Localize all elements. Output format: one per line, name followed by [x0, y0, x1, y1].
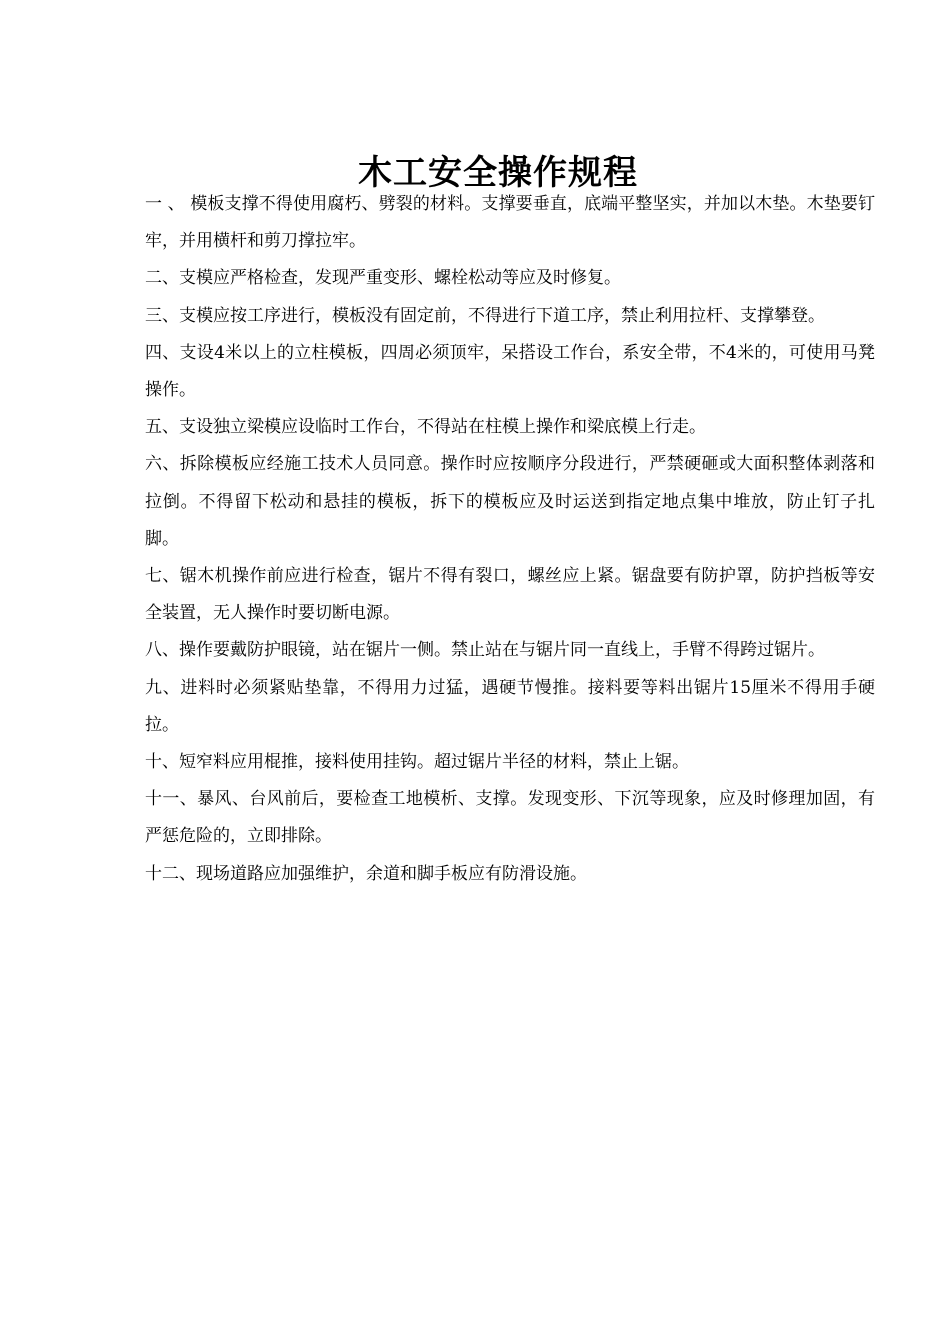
- rules-list: [145, 186, 875, 893]
- rule-item-12: 十二、现场道路应加强维护，余道和脚手板应有防滑设施。: [145, 863, 587, 884]
- rule-item-4: 四、支设4米以上的立柱模板，四周必须顶牢，呆搭设工作台，系安全带，不4米的，可使用马凳操作。: [145, 342, 875, 401]
- document-title: 木工安全操作规程: [358, 152, 638, 193]
- rule-item-7: 七、锯木机操作前应进行检查，锯片不得有裂口，螺丝应上紧。锯盘要有防护罩，防护挡板等安全装置，无人操作时要切断电源。: [145, 566, 875, 624]
- rule-item-11: 十一、暴风、台风前后，要检查工地模析、支撑。发现变形、下沉等现象，应及时修理加固，有严惩危险的，立即排除。: [145, 789, 875, 847]
- rule-item-6: 六、拆除模板应经施工技术人员同意。操作时应按顺序分段进行，严禁硬砸或大面积整体剥落和拉倒。不得留下松动和悬挂的模板，拆下的模板应及时运送到指定地点集中堆放，防止钉子扎脚。: [145, 454, 875, 549]
- rule-item-3: 三、支模应按工序进行，模板没有固定前，不得进行下道工序，禁止利用拉杆、支撑攀登。: [145, 305, 825, 326]
- rule-item-9: 九、进料时必须紧贴垫靠，不得用力过猛，遇硬节慢推。接料要等料出锯片15厘米不得用手硬拉。: [145, 677, 875, 735]
- rule-item-10: 十、短窄料应用棍推，接料使用挂钩。超过锯片半径的材料，禁止上锯。: [145, 752, 689, 773]
- rule-item-1: 一 、 模板支撑不得使用腐朽、劈裂的材料。支撑要垂直，底端平整坚实，并加以木垫。木垫要钉牢，并用横杆和剪刀撑拉牢。: [145, 194, 875, 252]
- rule-item-2: 二、支模应严格检查，发现严重变形、螺栓松动等应及时修复。: [145, 268, 621, 289]
- rule-item-5: 五、支设独立梁模应设临时工作台，不得站在柱模上操作和梁底模上行走。: [145, 417, 706, 438]
- rule-item-8: 八、操作要戴防护眼镜，站在锯片一侧。禁止站在与锯片同一直线上，手臂不得跨过锯片。: [145, 640, 825, 661]
